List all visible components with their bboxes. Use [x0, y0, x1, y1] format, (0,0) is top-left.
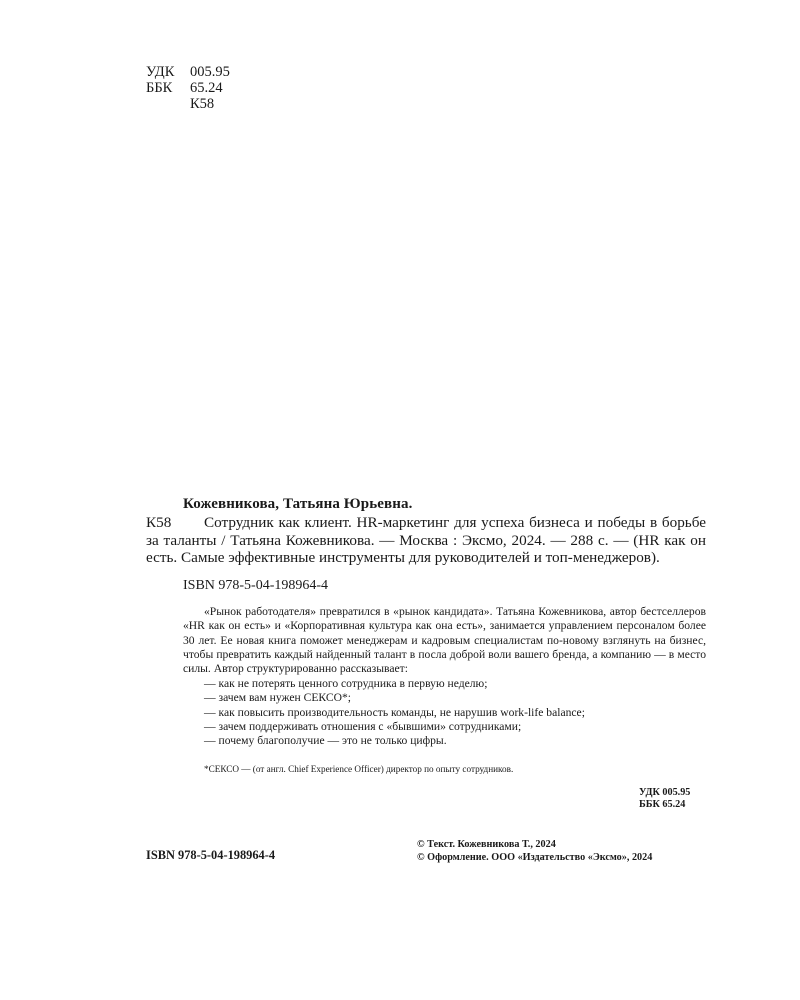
author-mark-row [146, 96, 230, 112]
udk-label: УДК [146, 64, 175, 80]
list-item: — зачем вам нужен СЕКСО*; [204, 691, 352, 705]
catalog-entry [146, 514, 706, 567]
list-item: — как повысить производительность команды, не нарушив work-life balance; [204, 705, 585, 719]
catalog-author: Кожевникова, Татьяна Юрьевна. [183, 496, 413, 512]
bottom-bbk: ББК 65.24 [639, 799, 686, 811]
bbk-value: 65.24 [190, 80, 223, 96]
bottom-udk: УДК 005.95 [639, 787, 691, 798]
udk-row [146, 64, 230, 80]
catalog-isbn: ISBN 978-5-04-198964-4 [183, 577, 329, 593]
bottom-classification [639, 787, 690, 812]
list-item: — зачем поддерживать отношения с «бывшими» сотрудниками; [204, 720, 522, 734]
list-item: — как не потерять ценного сотрудника в первую неделю; [204, 676, 488, 690]
list-item: — почему благополучие — это не только цифры. [204, 734, 447, 748]
catalog-description: Сотрудник как клиент. HR-маркетинг для успеха бизнеса и победы в борьбе за таланты / Татьяна Кожевникова. — Москва : Эксмо, 2024. — 288 с. — (HR как он есть. Самые эффективные инструменты для руководителей и топ-менеджеров). [146, 514, 706, 567]
annotation [146, 605, 706, 775]
catalog-record [146, 495, 706, 775]
author-mark-value: К58 [190, 96, 215, 112]
udk-value: 005.95 [190, 64, 230, 80]
annotation-list [183, 677, 706, 749]
copyright-block [417, 838, 652, 864]
footnote: *СЕКСО — (от англ. Chief Experience Officer) директор по опыту сотрудников. [204, 763, 514, 774]
classification-codes [146, 64, 230, 112]
copyright-design: © Оформление. ООО «Издательство «Эксмо», 2024 [417, 852, 653, 863]
annotation-text: «Рынок работодателя» превратился в «рынок кандидата». Татьяна Кожевникова, автор бестселлеров «HR как он есть» и «Корпоративная культура как она есть», занимается управлением персоналом более 30 лет. Ее новая книга поможет менеджерам и кадровым специалистам по-новому взглянуть на бизнес, чтобы превратить каждый найденный талант в посла доброй воли вашего бренда, а компанию — в место силы. Автор структурированно рассказывает: [183, 604, 706, 676]
catalog-author-mark: К58 [146, 514, 172, 531]
copyright-text: © Текст. Кожевникова Т., 2024 [417, 839, 556, 850]
author-mark-label [146, 96, 190, 112]
bottom-isbn: ISBN 978-5-04-198964-4 [146, 848, 276, 862]
bbk-row [146, 80, 230, 96]
bbk-label: ББК [146, 80, 173, 96]
